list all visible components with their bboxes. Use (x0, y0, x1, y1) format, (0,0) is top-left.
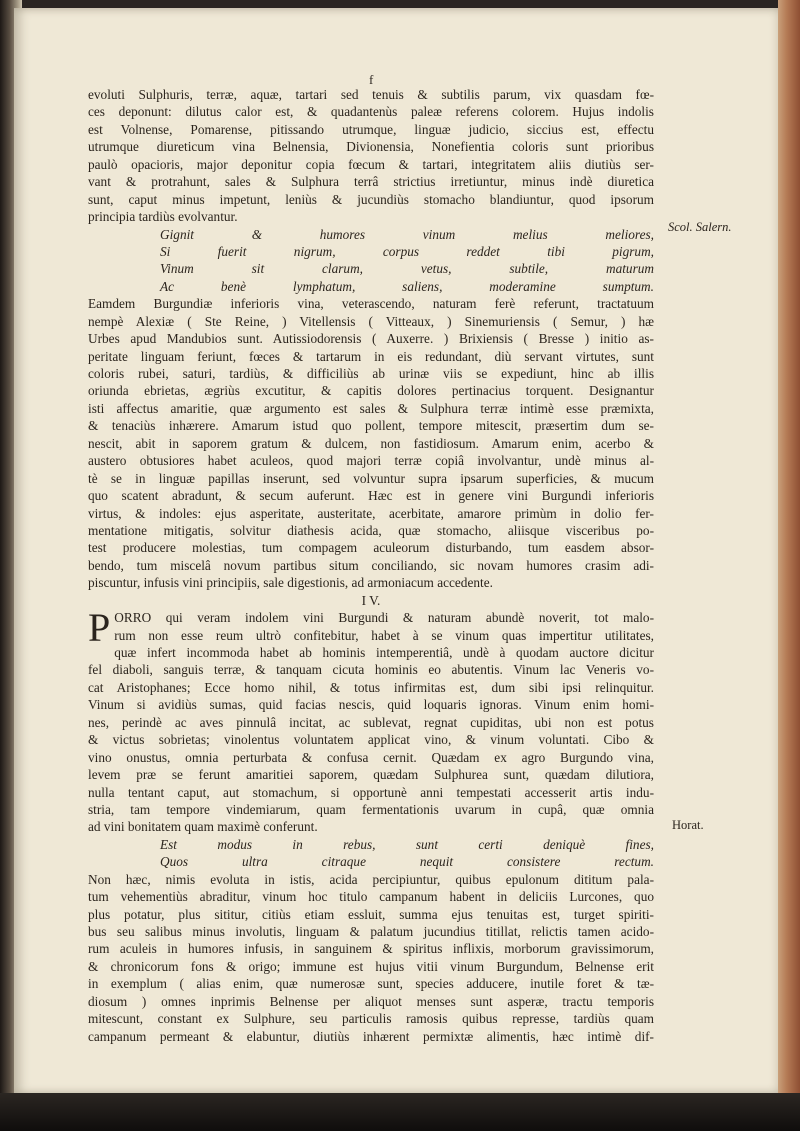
text-line: fel diaboli, sanguis terræ, & tanquam cicuta hominis eo abutentis. Vinum lac Veneris vo- (88, 662, 654, 678)
text-line: isti affectus amaritie, quæ argumento est sales & Sulphura terræ intimè esse præmixta, (88, 400, 654, 416)
verse-line: Vinum sit clarum, vetus, subtile, maturum (160, 261, 654, 277)
text-line: stria, tam tempore vindemiarum, quam fermentationis uvarum in cupâ, quæ omnia (88, 801, 654, 817)
text-line: mentatione mitigatis, solvitur diathesis acida, quæ stomacho, aliisque visceribus po- (88, 522, 654, 538)
verse-line: Si fuerit nigrum, corpus reddet tibi pigrum, (160, 243, 654, 259)
text-line: nes, perindè ac aves pinnulâ incitat, ac sublevat, regnat cupiditas, ubi non est potus (88, 714, 654, 730)
text-line: principia tardiùs evolvantur. (88, 209, 238, 225)
drop-cap: P (88, 605, 111, 651)
verse-line: Est modus in rebus, sunt certi deniquè fines, (160, 836, 654, 852)
text-line: vant & protrahunt, sales & Sulphura terrâ strictius irretiuntur, minus indè diuretica (88, 174, 654, 190)
paragraph-block-1 (88, 86, 654, 226)
verse-block-1 (88, 226, 654, 296)
text-line: oriunda ebrietas, ægriùs excutitur, & capitis dolores pertinacius torquent. Designantur (88, 383, 654, 399)
text-line: & tenaciùs inhærere. Amarum istud quo pollent, tempore mitescit, præsertim dum se- (88, 418, 654, 434)
text-line: Eamdem Burgundiæ inferioris vina, veterascendo, naturam ferè referunt, tractatuum (88, 296, 654, 312)
text-line: quæ infert incommoda habet ab hominis intemperentiâ, undè à quodam auctore dicitur (114, 645, 654, 660)
verse-block-2 (88, 836, 654, 871)
text-line: nescit, abit in saporem gratum & dulcem, non fastidiosum. Amarum enim, acerbo & (88, 435, 654, 451)
paragraph-block-3 (88, 605, 654, 836)
text-line: bendo, tum miscelâ novum partibus situm conciliando, sic novam humores crasim adi- (88, 557, 654, 573)
text-line: piscuntur, infusis vini principiis, sale digestionis, ad armoniacum accedente. (88, 575, 493, 591)
text-line: Vinum si avidiùs sumas, quid facias nescis, quid loquaris ignoras. Vinum enim homi- (88, 697, 654, 713)
page-folio: f (369, 72, 374, 87)
text-line: virtus, & indoles: ejus asperitate, austeritate, acerbitate, amarore primùm in dolio fer- (88, 505, 654, 521)
page-edge-binding (778, 0, 800, 1131)
text-line: sunt, caput minus impetunt, leniùs & jucundiùs stomacho blandiuntur, quod ipsorum (88, 191, 654, 207)
text-line: coloris rubei, saturi, tardiùs, & difficiliùs ab urinæ viis se expediunt, hinc ab illis (88, 366, 654, 381)
margin-note-scol-salern: Scol. Salern. (668, 220, 732, 234)
text-line: nulla tentant caput, aut stomachum, si opportunè anni tempestati accesserit artis indu- (88, 784, 654, 800)
paragraph-block-4 (88, 871, 654, 1045)
text-line: levem præ se ferunt amaritiei saporem, quædam Sulphurea sunt, quædam dilutiora, (88, 767, 654, 783)
body-text (88, 86, 654, 1045)
text-line: in exemplum ( alias enim, quæ numerosæ sunt, species adducere, inutile foret & tæ- (88, 976, 654, 992)
verse-line: Quos ultra citraque nequit consistere rectum. (160, 854, 654, 870)
text-line: rum aculeis in humores infusis, in sanguinem & spiritus inflixis, morborum gravissimorum, (88, 941, 654, 957)
text-line: utrumque diureticum vina Belnensia, Divionensia, Nonefientia coloris sunt prioribus (88, 139, 654, 155)
text-line: paulò opacioris, major deponitur copia fœcum & tartari, integritatem aliis diutiùs ser- (88, 156, 654, 172)
text-line: plus potatur, plus sititur, citiùs etiam essluit, summa ejus tenuitas est, turget spiriti- (88, 906, 654, 922)
text-line: peritate linguam feriunt, fœces & tartarum in eis redundant, diù servant virtutes, sunt (88, 348, 654, 364)
text-line: diosum ) omnes inprimis Belnense per aliquot menses sunt asperæ, tractu temporis (88, 993, 654, 1009)
text-line: tum vehementiùs abraditur, vinum hoc titulo campanum habent in deliciis Lurcones, quo (88, 889, 654, 905)
text-line: vino onustus, omnia perturbata & confusa cernit. Quædam ex agro Burgundo vina, (88, 749, 654, 765)
text-line: test producere molestias, tum compagem aculeorum disturbando, tum easdem absor- (88, 540, 654, 556)
text-line: campanum permeant & elabuntur, diutiùs inhærent permixtæ alimentis, hæc intimè dif- (88, 1028, 654, 1044)
verse-line: Ac benè lymphatum, saliens, moderamine sumptum. (160, 278, 654, 294)
text-line: Urbes apud Mandubios sunt. Autissiodorensis ( Auxerre. ) Brixiensis ( Bresse ) initio as- (88, 331, 654, 347)
section-heading: I V. (361, 592, 381, 608)
text-line: rum non esse reum ultrò confitebitur, habet à se vinum quas impertitur utilitates, (114, 627, 654, 643)
text-line: ces deponunt: dilutus calor est, & quadantenùs paleæ referens colorem. Hujus indolis (88, 104, 654, 120)
text-line: cat Aristophanes; Ecce homo nihil, & totus infirmitas est, dum sibi ipsi relinquitur. (88, 679, 654, 695)
text-line: ORRO qui veram indolem vini Burgundi & naturam abundè noverit, tot malo- (114, 610, 654, 626)
text-line: Non hæc, nimis evoluta in istis, acida percipiuntur, quibus epulonum dititum pala- (88, 871, 654, 887)
scan-bottom-edge (0, 1093, 800, 1131)
text-line: est Volnense, Pomarense, pitissando utrumque, linguæ judicio, siccius est, effectu (88, 121, 654, 137)
text-line: bus seu salibus minus involutis, linguam & palatum jucundius titillat, relictis tamen acido- (88, 924, 654, 939)
text-line: ad vini bonitatem quam maximè conferunt. (88, 819, 318, 835)
text-line: & victus sobrietas; vinolentus voluntatem applicat vino, & vinum voluntati. Cibo & (88, 732, 654, 748)
text-line: evoluti Sulphuris, terræ, aquæ, tartari sed tenuis & subtilis parum, vix quasdam fœ- (88, 87, 654, 102)
text-line: nempè Alexiæ ( Ste Reine, ) Vitellensis ( Vitteaux, ) Sinemuriensis ( Semur, ) hæ (88, 313, 654, 329)
verse-line: Gignit & humores vinum melius meliores, (160, 226, 654, 242)
text-line: & chronicorum fons & origo; immune est hujus vitii vinum Burgundum, Belnense erit (88, 958, 654, 974)
text-line: quo scatent abradunt, & secum auferunt. Hæc est in genere vini Burgundi inferioris (88, 488, 654, 504)
text-line: tè se in linguæ papillas inserunt, sed volvuntur supra ipsarum superficies, & mucum (88, 470, 654, 486)
text-line: mitescunt, constant ex Sulphure, seu particulis ramosis quibus represse, tardiùs quam (88, 1011, 654, 1027)
margin-note-horat: Horat. (672, 818, 704, 832)
text-line: austero obtusiores habet aculeos, quod majori terræ copiâ involvantur, undè minus al- (88, 453, 654, 469)
paragraph-block-2 (88, 295, 654, 591)
